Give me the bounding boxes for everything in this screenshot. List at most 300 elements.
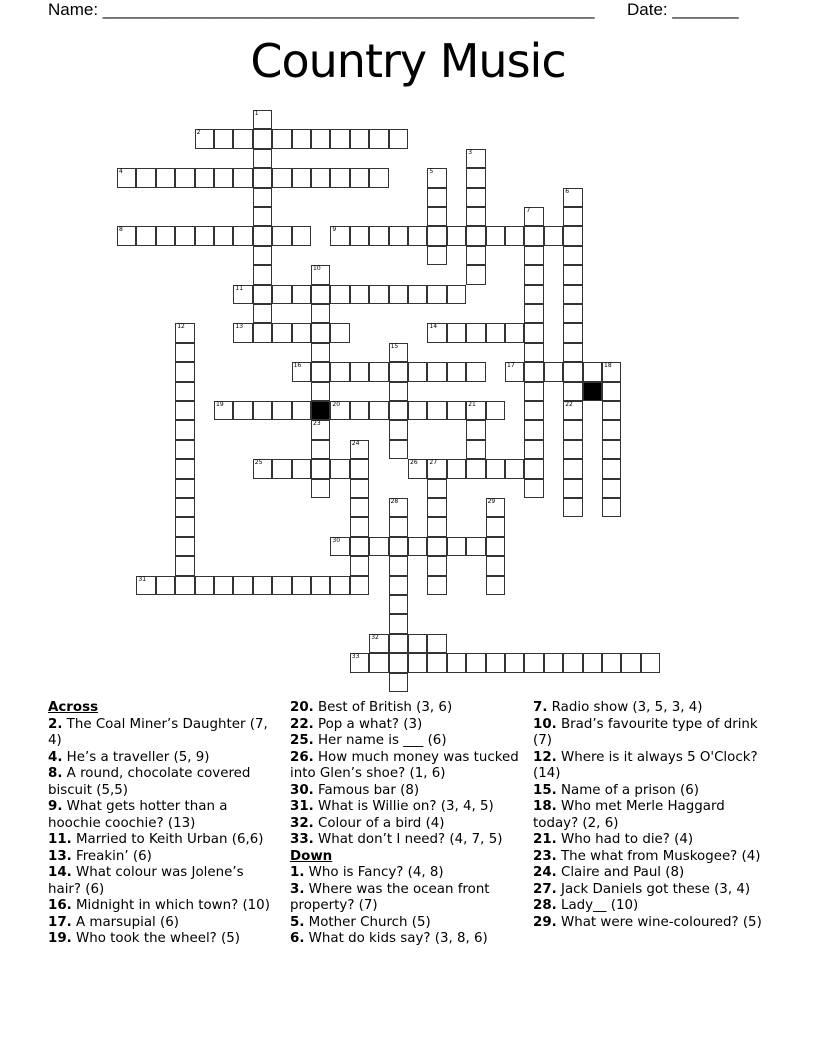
- grid-cell[interactable]: [427, 246, 446, 265]
- grid-cell[interactable]: [311, 479, 330, 498]
- grid-cell[interactable]: [175, 401, 194, 420]
- grid-cell[interactable]: [524, 401, 543, 420]
- grid-cell[interactable]: [136, 576, 155, 595]
- clue-number: 19.: [48, 931, 72, 946]
- grid-cell[interactable]: [233, 285, 252, 304]
- clue-number: 8.: [48, 766, 63, 781]
- grid-cell[interactable]: [427, 556, 446, 575]
- clue-item: 6. What do kids say? (3, 8, 6): [290, 931, 488, 946]
- grid-cell[interactable]: [563, 188, 582, 207]
- grid-cell[interactable]: [447, 226, 466, 245]
- grid-cell[interactable]: [369, 537, 388, 556]
- grid-cell[interactable]: [447, 362, 466, 381]
- grid-cell[interactable]: [292, 168, 311, 187]
- grid-cell[interactable]: [389, 129, 408, 148]
- grid-cell[interactable]: [486, 653, 505, 672]
- grid-cell[interactable]: [466, 168, 485, 187]
- grid-cell[interactable]: [292, 362, 311, 381]
- grid-cell[interactable]: [408, 362, 427, 381]
- clue-item: 1. Who is Fancy? (4, 8): [290, 865, 444, 880]
- grid-cell[interactable]: [602, 479, 621, 498]
- grid-cell[interactable]: [466, 188, 485, 207]
- clue-item: 18. Who met Merle Haggard today? (2, 6): [533, 799, 725, 831]
- grid-cell[interactable]: [427, 576, 446, 595]
- grid-cell[interactable]: [253, 265, 272, 284]
- grid-cell[interactable]: [466, 459, 485, 478]
- grid-cell[interactable]: [350, 653, 369, 672]
- grid-cell[interactable]: [524, 382, 543, 401]
- grid-cell[interactable]: [505, 323, 524, 342]
- grid-cell[interactable]: [524, 459, 543, 478]
- grid-cell[interactable]: [311, 440, 330, 459]
- grid-cell[interactable]: [563, 440, 582, 459]
- grid-cell[interactable]: [466, 401, 485, 420]
- grid-cell[interactable]: [486, 459, 505, 478]
- grid-cell[interactable]: [330, 168, 349, 187]
- grid-cell[interactable]: [389, 595, 408, 614]
- grid-cell[interactable]: [350, 401, 369, 420]
- clue-number: 15.: [533, 782, 557, 798]
- grid-cell[interactable]: [466, 653, 485, 672]
- grid-cell[interactable]: [330, 401, 349, 420]
- clue-item: 25. Her name is ___ (6): [290, 733, 447, 748]
- grid-cell[interactable]: [389, 401, 408, 420]
- clue-number: 4.: [48, 749, 63, 765]
- grid-cell[interactable]: [117, 168, 136, 187]
- clue-number: 17: [507, 362, 515, 370]
- grid-cell[interactable]: [524, 285, 543, 304]
- grid-cell[interactable]: [563, 420, 582, 439]
- grid-cell[interactable]: [602, 401, 621, 420]
- grid-cell[interactable]: [427, 323, 446, 342]
- grid-cell[interactable]: [466, 226, 485, 245]
- grid-cell[interactable]: [524, 362, 543, 381]
- clue-number: 6.: [290, 931, 305, 946]
- grid-cell[interactable]: [447, 285, 466, 304]
- grid-cell[interactable]: [175, 517, 194, 536]
- grid-cell[interactable]: [272, 401, 291, 420]
- grid-cell[interactable]: [253, 188, 272, 207]
- grid-cell[interactable]: [408, 653, 427, 672]
- grid-cell[interactable]: [563, 343, 582, 362]
- clue-item: 27. Jack Daniels got these (3, 4): [533, 881, 751, 897]
- grid-cell[interactable]: [156, 168, 175, 187]
- grid-cell[interactable]: [175, 576, 194, 595]
- grid-cell[interactable]: [253, 576, 272, 595]
- grid-cell[interactable]: [447, 653, 466, 672]
- grid-cell[interactable]: [350, 285, 369, 304]
- grid-cell[interactable]: [389, 537, 408, 556]
- grid-cell[interactable]: [427, 207, 446, 226]
- grid-cell[interactable]: [427, 459, 446, 478]
- grid-cell[interactable]: [136, 168, 155, 187]
- grid-cell[interactable]: [175, 323, 194, 342]
- grid-cell[interactable]: [330, 226, 349, 245]
- clue-number: 22: [565, 401, 573, 408]
- grid-cell[interactable]: [524, 653, 543, 672]
- grid-cell[interactable]: [486, 537, 505, 556]
- clue-number: 18.: [533, 799, 557, 814]
- grid-cell[interactable]: [253, 129, 272, 148]
- grid-cell[interactable]: [175, 382, 194, 401]
- grid-cell[interactable]: [233, 168, 252, 187]
- grid-cell[interactable]: [602, 420, 621, 439]
- clue-number: 32.: [290, 815, 314, 831]
- clue-number: 3: [468, 148, 473, 156]
- grid-cell[interactable]: [524, 343, 543, 362]
- grid-cell[interactable]: [214, 401, 233, 420]
- grid-cell[interactable]: [369, 285, 388, 304]
- grid-cell[interactable]: [486, 323, 505, 342]
- grid-cell[interactable]: [369, 401, 388, 420]
- grid-cell[interactable]: [408, 634, 427, 653]
- clue-number: 7.: [533, 700, 548, 715]
- grid-cell[interactable]: [583, 362, 602, 381]
- grid-cell[interactable]: [602, 653, 621, 672]
- grid-cell[interactable]: [466, 323, 485, 342]
- clue-item: 29. What were wine-coloured? (5): [533, 914, 762, 930]
- grid-cell[interactable]: [466, 207, 485, 226]
- grid-cell[interactable]: [389, 285, 408, 304]
- grid-cell[interactable]: [175, 168, 194, 187]
- grid-cell[interactable]: [389, 382, 408, 401]
- grid-cell[interactable]: [563, 479, 582, 498]
- grid-cell[interactable]: [427, 634, 446, 653]
- grid-cell[interactable]: [350, 226, 369, 245]
- grid-cell[interactable]: [311, 343, 330, 362]
- grid-cell[interactable]: [369, 653, 388, 672]
- grid-cell[interactable]: [583, 653, 602, 672]
- grid-cell[interactable]: [427, 653, 446, 672]
- grid-cell[interactable]: [389, 653, 408, 672]
- grid-cell[interactable]: [272, 285, 291, 304]
- grid-cell[interactable]: [369, 168, 388, 187]
- grid-cell[interactable]: [311, 304, 330, 323]
- grid-cell[interactable]: [466, 537, 485, 556]
- grid-cell[interactable]: [136, 226, 155, 245]
- grid-cell[interactable]: [544, 653, 563, 672]
- grid-cell[interactable]: [292, 226, 311, 245]
- grid-cell[interactable]: [447, 537, 466, 556]
- grid-cell[interactable]: [350, 517, 369, 536]
- clue-number: 30.: [290, 782, 314, 798]
- grid-cell[interactable]: [350, 168, 369, 187]
- grid-cell[interactable]: [524, 304, 543, 323]
- grid-cell[interactable]: [175, 440, 194, 459]
- grid-cell[interactable]: [466, 149, 485, 168]
- grid-cell[interactable]: [292, 323, 311, 342]
- grid-cell[interactable]: [330, 362, 349, 381]
- grid-cell[interactable]: [466, 246, 485, 265]
- grid-cell[interactable]: [117, 226, 136, 245]
- grid-cell[interactable]: [195, 576, 214, 595]
- grid-cell[interactable]: [292, 401, 311, 420]
- grid-cell[interactable]: [253, 149, 272, 168]
- grid-cell[interactable]: [486, 517, 505, 536]
- grid-cell[interactable]: [389, 556, 408, 575]
- grid-cell[interactable]: [602, 498, 621, 517]
- grid-cell[interactable]: [602, 459, 621, 478]
- grid-cell[interactable]: [408, 226, 427, 245]
- grid-cell[interactable]: [272, 323, 291, 342]
- grid-cell[interactable]: [524, 420, 543, 439]
- grid-cell[interactable]: [563, 323, 582, 342]
- grid-cell[interactable]: [233, 129, 252, 148]
- grid-cell[interactable]: [311, 265, 330, 284]
- grid-cell[interactable]: [195, 168, 214, 187]
- grid-cell[interactable]: [389, 673, 408, 692]
- grid-cell[interactable]: [253, 168, 272, 187]
- grid-cell[interactable]: [175, 537, 194, 556]
- clue-item: 5. Mother Church (5): [290, 914, 431, 930]
- grid-cell[interactable]: [253, 401, 272, 420]
- clue-number: 9: [332, 226, 337, 234]
- grid-cell[interactable]: [272, 576, 291, 595]
- grid-cell[interactable]: [427, 479, 446, 498]
- clue-number: 22.: [290, 716, 314, 732]
- grid-cell[interactable]: [350, 479, 369, 498]
- grid-cell[interactable]: [602, 362, 621, 381]
- clue-item: 13. Freakin’ (6): [48, 848, 152, 864]
- grid-cell[interactable]: [292, 285, 311, 304]
- grid-cell[interactable]: [156, 576, 175, 595]
- grid-cell[interactable]: [389, 343, 408, 362]
- grid-cell[interactable]: [563, 246, 582, 265]
- grid-cell[interactable]: [175, 226, 194, 245]
- grid-cell[interactable]: [466, 420, 485, 439]
- grid-cell[interactable]: [505, 459, 524, 478]
- grid-cell[interactable]: [389, 362, 408, 381]
- grid-cell[interactable]: [253, 285, 272, 304]
- grid-cell[interactable]: [195, 226, 214, 245]
- clue-number: 28: [390, 498, 399, 505]
- grid-cell[interactable]: [350, 576, 369, 595]
- grid-cell[interactable]: [311, 362, 330, 381]
- grid-cell[interactable]: [544, 362, 563, 381]
- clue-number: 26.: [290, 749, 314, 765]
- grid-cell[interactable]: [524, 246, 543, 265]
- grid-cell[interactable]: [330, 129, 349, 148]
- clue-item: 28. Lady__ (10): [533, 898, 639, 913]
- grid-cell[interactable]: [505, 362, 524, 381]
- grid-cell[interactable]: [524, 440, 543, 459]
- grid-cell[interactable]: [233, 226, 252, 245]
- grid-cell[interactable]: [272, 226, 291, 245]
- grid-cell[interactable]: [563, 265, 582, 284]
- grid-cell[interactable]: [524, 207, 543, 226]
- grid-cell[interactable]: [602, 440, 621, 459]
- grid-cell[interactable]: [253, 226, 272, 245]
- clue-number: 20.: [290, 700, 314, 715]
- clue-number: 11.: [48, 832, 72, 847]
- grid-cell[interactable]: [486, 498, 505, 517]
- grid-cell[interactable]: [486, 226, 505, 245]
- grid-cell[interactable]: [214, 129, 233, 148]
- clue-number: 21.: [533, 832, 557, 847]
- name-field-label[interactable]: Name: ____________________________________________________: [48, 0, 595, 19]
- grid-cell[interactable]: [350, 362, 369, 381]
- grid-cell[interactable]: [253, 304, 272, 323]
- clue-item: 12. Where is it always 5 O'Clock? (14): [533, 749, 758, 781]
- grid-cell[interactable]: [330, 323, 349, 342]
- grid-cell[interactable]: [427, 226, 446, 245]
- grid-cell[interactable]: [524, 323, 543, 342]
- grid-cell[interactable]: [447, 401, 466, 420]
- grid-cell[interactable]: [427, 168, 446, 187]
- grid-cell[interactable]: [253, 323, 272, 342]
- grid-cell[interactable]: [175, 420, 194, 439]
- grid-cell[interactable]: [447, 323, 466, 342]
- grid-cell[interactable]: [389, 614, 408, 633]
- grid-cell[interactable]: [466, 362, 485, 381]
- grid-cell[interactable]: [350, 459, 369, 478]
- grid-cell[interactable]: [505, 653, 524, 672]
- grid-cell[interactable]: [389, 634, 408, 653]
- grid-cell[interactable]: [427, 188, 446, 207]
- grid-cell[interactable]: [272, 459, 291, 478]
- grid-cell[interactable]: [233, 323, 252, 342]
- grid-cell[interactable]: [233, 401, 252, 420]
- grid-cell[interactable]: [175, 479, 194, 498]
- grid-cell[interactable]: [369, 362, 388, 381]
- grid-cell[interactable]: [563, 362, 582, 381]
- grid-cell[interactable]: [350, 537, 369, 556]
- grid-cell[interactable]: [175, 362, 194, 381]
- clue-number: 33.: [290, 832, 314, 847]
- grid-cell[interactable]: [350, 498, 369, 517]
- grid-cell[interactable]: [389, 226, 408, 245]
- grid-cell[interactable]: [330, 537, 349, 556]
- grid-cell[interactable]: [369, 226, 388, 245]
- clue-number: 30: [332, 536, 341, 544]
- grid-cell[interactable]: [408, 459, 427, 478]
- grid-cell[interactable]: [466, 440, 485, 459]
- grid-cell[interactable]: [563, 226, 582, 245]
- grid-cell[interactable]: [311, 168, 330, 187]
- clue-item: 31. What is Willie on? (3, 4, 5): [290, 799, 494, 814]
- grid-cell[interactable]: [621, 653, 640, 672]
- grid-cell[interactable]: [311, 285, 330, 304]
- clue-item: 14. What colour was Jolene’s hair? (6): [48, 865, 244, 897]
- grid-cell[interactable]: [253, 459, 272, 478]
- clue-item: 21. Who had to die? (4): [533, 832, 694, 847]
- grid-cell[interactable]: [253, 110, 272, 129]
- clue-number: 31: [138, 575, 147, 583]
- grid-cell[interactable]: [466, 265, 485, 284]
- grid-cell[interactable]: [563, 498, 582, 517]
- grid-cell[interactable]: [563, 285, 582, 304]
- clue-number: 14.: [48, 865, 72, 880]
- clue-number: 31.: [290, 799, 314, 814]
- grid-cell[interactable]: [447, 459, 466, 478]
- grid-cell[interactable]: [408, 285, 427, 304]
- grid-cell[interactable]: [350, 129, 369, 148]
- grid-cell[interactable]: [389, 440, 408, 459]
- grid-cell[interactable]: [233, 576, 252, 595]
- grid-cell[interactable]: [175, 498, 194, 517]
- grid-cell[interactable]: [427, 285, 446, 304]
- grid-cell[interactable]: [486, 576, 505, 595]
- grid-cell[interactable]: [408, 401, 427, 420]
- grid-cell[interactable]: [486, 556, 505, 575]
- grid-cell[interactable]: [427, 362, 446, 381]
- grid-cell[interactable]: [214, 576, 233, 595]
- clue-number: 2.: [48, 716, 63, 732]
- clue-item: 20. Best of British (3, 6): [290, 700, 453, 715]
- grid-cell[interactable]: [369, 129, 388, 148]
- grid-cell[interactable]: [505, 226, 524, 245]
- clue-item: 33. What don’t I need? (4, 7, 5): [290, 832, 503, 847]
- grid-cell[interactable]: [292, 459, 311, 478]
- grid-cell[interactable]: [253, 246, 272, 265]
- grid-cell[interactable]: [563, 401, 582, 420]
- clue-item: 4. He’s a traveller (5, 9): [48, 749, 210, 765]
- grid-cell[interactable]: [214, 168, 233, 187]
- grid-cell[interactable]: [427, 537, 446, 556]
- grid-cell[interactable]: [563, 207, 582, 226]
- grid-cell[interactable]: [524, 265, 543, 284]
- grid-cell[interactable]: [272, 129, 291, 148]
- grid-cell[interactable]: [408, 537, 427, 556]
- grid-cell[interactable]: [544, 226, 563, 245]
- grid-cell[interactable]: [389, 517, 408, 536]
- grid-cell[interactable]: [175, 459, 194, 478]
- grid-cell[interactable]: [350, 556, 369, 575]
- grid-cell[interactable]: [330, 576, 349, 595]
- date-field-label[interactable]: Date: _______: [627, 0, 739, 19]
- grid-cell[interactable]: [389, 576, 408, 595]
- grid-cell[interactable]: [175, 556, 194, 575]
- grid-cell[interactable]: [311, 129, 330, 148]
- grid-cell[interactable]: [253, 207, 272, 226]
- grid-cell[interactable]: [486, 401, 505, 420]
- grid-cell[interactable]: [195, 129, 214, 148]
- grid-cell[interactable]: [311, 420, 330, 439]
- clue-number: 32: [371, 633, 379, 641]
- grid-cell[interactable]: [292, 576, 311, 595]
- grid-cell[interactable]: [427, 498, 446, 517]
- grid-cell[interactable]: [389, 420, 408, 439]
- grid-cell[interactable]: [311, 576, 330, 595]
- grid-cell[interactable]: [427, 401, 446, 420]
- grid-cell[interactable]: [156, 226, 175, 245]
- grid-cell[interactable]: [524, 226, 543, 245]
- grid-cell[interactable]: [311, 323, 330, 342]
- grid-cell[interactable]: [311, 459, 330, 478]
- grid-cell[interactable]: [330, 285, 349, 304]
- grid-cell[interactable]: [563, 653, 582, 672]
- grid-cell[interactable]: [330, 459, 349, 478]
- grid-cell[interactable]: [369, 634, 388, 653]
- grid-cell[interactable]: [563, 382, 582, 401]
- grid-cell[interactable]: [272, 168, 291, 187]
- clue-item: 15. Name of a prison (6): [533, 782, 699, 798]
- grid-cell[interactable]: [563, 304, 582, 323]
- grid-cell[interactable]: [311, 382, 330, 401]
- grid-cell[interactable]: [641, 653, 660, 672]
- grid-cell[interactable]: [427, 517, 446, 536]
- grid-cell[interactable]: [292, 129, 311, 148]
- grid-cell[interactable]: [389, 498, 408, 517]
- grid-cell[interactable]: [350, 440, 369, 459]
- grid-cell[interactable]: [602, 382, 621, 401]
- grid-cell[interactable]: [563, 459, 582, 478]
- grid-cell[interactable]: [175, 343, 194, 362]
- grid-cell[interactable]: [524, 479, 543, 498]
- grid-cell[interactable]: [214, 226, 233, 245]
- clue-number: 10: [313, 265, 321, 273]
- clue-number: 5: [429, 168, 434, 176]
